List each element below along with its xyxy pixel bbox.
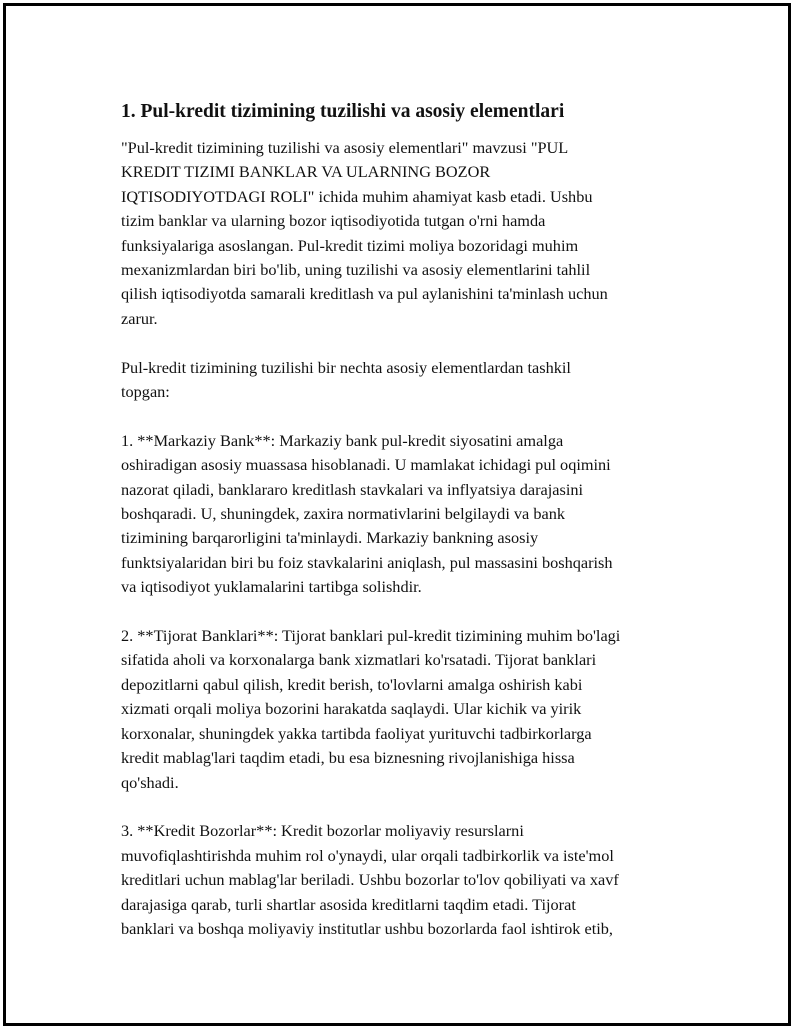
paragraph-central-bank <box>121 429 691 600</box>
text-line: va iqtisodiyot yuklamalarini tartibga solishdir. <box>121 577 422 597</box>
document-body <box>121 98 691 966</box>
paragraph-structure <box>121 356 691 405</box>
text-line: funksiyalariga asoslangan. Pul-kredit tizimi moliya bozoridagi muhim <box>121 235 579 255</box>
text-line: funktsiyalaridan biri bu foiz stavkalarini aniqlash, pul massasini boshqarish <box>121 552 613 572</box>
text-line: qilish iqtisodiyotda samarali kreditlash va pul aylanishini ta'minlash uchun <box>121 284 608 304</box>
text-line: topgan: <box>121 382 170 402</box>
text-line: qo'shadi. <box>121 772 179 792</box>
text-line: 3. **Kredit Bozorlar**: Kredit bozorlar moliyaviy resurslarni <box>121 821 524 841</box>
text-line: boshqaradi. U, shuningdek, zaxira normativlarini belgilaydi va bank <box>121 504 565 524</box>
text-line: IQTISODIYOTDAGI ROLI" ichida muhim ahamiyat kasb etadi. Ushbu <box>121 186 593 206</box>
text-line: xizmati orqali moliya bozorini harakatda saqlaydi. Ular kichik va yirik <box>121 699 582 719</box>
text-line: "Pul-kredit tizimining tuzilishi va asosiy elementlari" mavzusi "PUL <box>121 138 569 157</box>
text-line: KREDIT TIZIMI BANKLAR VA ULARNING BOZOR <box>121 162 491 182</box>
text-line: tizim banklar va ularning bozor iqtisodiyotida tutgan o'rni hamda <box>121 211 546 231</box>
paragraph-credit-markets <box>121 819 691 941</box>
text-line: oshiradigan asosiy muassasa hisoblanadi. U mamlakat ichidagi pul oqimini <box>121 455 611 475</box>
text-line: sifatida aholi va korxonalarga bank xizmatlari ko'rsatadi. Tijorat banklari <box>121 650 597 670</box>
text-line: nazorat qiladi, banklararo kreditlash stavkalari va inflyatsiya darajasini <box>121 479 584 499</box>
text-line: zarur. <box>121 308 158 328</box>
text-line: depozitlarni qabul qilish, kredit berish, to'lovlarni amalga oshirish kabi <box>121 674 583 694</box>
text-line: korxonalar, shuningdek yakka tartibda faoliyat yurituvchi tadbirkorlarga <box>121 723 592 743</box>
document-page <box>3 3 791 1026</box>
text-line: banklari va boshqa moliyaviy institutlar ushbu bozorlarda faol ishtirok etib, <box>121 918 613 938</box>
section-title: 1. Pul-kredit tizimining tuzilishi va asosiy elementlari <box>121 101 565 122</box>
text-line: 1. **Markaziy Bank**: Markaziy bank pul-kredit siyosatini amalga <box>121 430 564 450</box>
text-line: darajasiga qarab, turli shartlar asosida kreditlarni taqdim etadi. Tijorat <box>121 894 576 914</box>
text-line: mexanizmlardan biri bo'lib, uning tuzilishi va asosiy elementlarini tahlil <box>121 260 591 280</box>
text-line: kreditlari uchun mablag'lar beriladi. Ushbu bozorlar to'lov qobiliyati va xavf <box>121 870 619 890</box>
text-line: kredit mablag'lari taqdim etadi, bu esa biznesning rivojlanishiga hissa <box>121 748 575 768</box>
paragraph-commercial-banks <box>121 624 691 795</box>
text-line: muvofiqlashtirishda muhim rol o'ynaydi, ular orqali tadbirkorlik va iste'mol <box>121 845 614 865</box>
paragraph-intro <box>121 136 691 331</box>
text-line: tizimining barqarorligini ta'minlaydi. Markaziy bankning asosiy <box>121 528 539 548</box>
text-line: 2. **Tijorat Banklari**: Tijorat banklari pul-kredit tizimining muhim bo'lagi <box>121 626 621 646</box>
text-line: Pul-kredit tizimining tuzilishi bir nechta asosiy elementlardan tashkil <box>121 357 571 377</box>
